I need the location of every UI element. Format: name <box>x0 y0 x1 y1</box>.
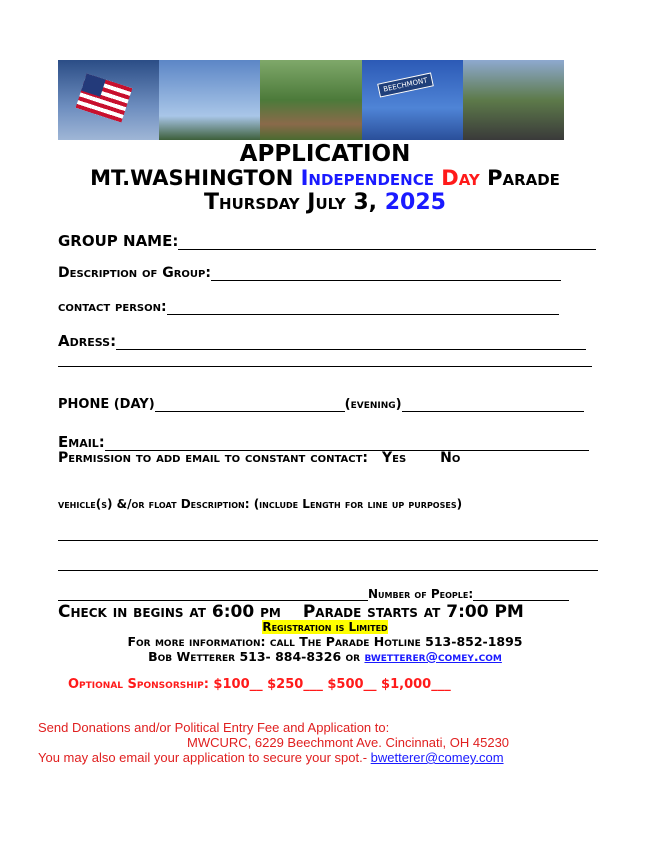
building-photo <box>260 60 361 140</box>
footer-address: MWCURC, 6229 Beechmont Ave. Cincinnati, OH 45230 <box>187 735 509 750</box>
street-sign-photo <box>362 60 463 140</box>
date-text: Thursday July 3, <box>204 190 377 215</box>
times-row <box>58 602 524 622</box>
group-name-field[interactable] <box>58 232 596 250</box>
ceremony-photo <box>463 60 564 140</box>
permission-row <box>58 450 460 466</box>
flag-icon <box>76 73 133 122</box>
title-part: MT.WASHINGTON <box>90 166 293 190</box>
no-option[interactable]: No <box>440 450 460 466</box>
title-part: Parade <box>487 166 560 190</box>
footer-line-3 <box>38 750 504 765</box>
label: Permission to add email to constant contact: <box>58 450 368 466</box>
phone-field[interactable] <box>58 397 584 412</box>
label: Adress: <box>58 332 116 350</box>
event-name <box>0 166 650 190</box>
address-field[interactable] <box>58 332 586 350</box>
yes-option[interactable]: Yes <box>382 450 406 466</box>
vehicle-label: vehicle(s) &/or float Description: (include Length for line up purposes) <box>58 497 462 511</box>
contact-person-field[interactable] <box>58 299 559 315</box>
registration-limited <box>0 620 650 634</box>
vehicle-line-1[interactable] <box>58 540 598 541</box>
sponsorship: Optional Sponsorship: $100__ $250___ $500__ $1,000___ <box>68 677 451 692</box>
footer-line-1: Send Donations and/or Political Entry Fee and Application to: <box>38 720 389 735</box>
title-part: Day <box>441 166 479 190</box>
flag-photo <box>58 60 159 140</box>
title-part: Independence <box>301 166 434 190</box>
label: Description of Group: <box>58 265 211 281</box>
label: Number of People: <box>368 587 473 601</box>
description-field[interactable] <box>58 265 561 281</box>
tower-photo <box>159 60 260 140</box>
street-sign: BEECHMONT <box>377 72 434 97</box>
email-field[interactable] <box>58 433 589 451</box>
email-link[interactable]: bwetterer@comey.com <box>364 649 501 664</box>
contact-info <box>0 649 650 664</box>
address-line-2[interactable] <box>58 366 592 367</box>
label: PHONE (DAY) <box>58 397 155 412</box>
checkin-time: Check in begins at 6:00 pm <box>58 602 281 622</box>
vehicle-line-2[interactable] <box>58 570 598 571</box>
label: Email: <box>58 433 105 451</box>
year: 2025 <box>385 190 446 215</box>
contact-name: Bob Wetterer 513- 884-8326 or <box>148 649 360 664</box>
footer-text: You may also email your application to secure your spot.- <box>38 750 367 765</box>
label: contact person: <box>58 299 167 315</box>
number-of-people-field[interactable] <box>58 587 569 601</box>
page-title: APPLICATION <box>0 141 650 167</box>
highlight: Registration is Limited <box>262 620 387 634</box>
label: (evening) <box>345 397 402 412</box>
more-info: For more information: call The Parade Hotline 513-852-1895 <box>0 634 650 649</box>
header-banner-photos <box>58 60 564 140</box>
parade-start-time: Parade starts at 7:00 PM <box>303 602 524 622</box>
footer-email-link[interactable]: bwetterer@comey.com <box>371 750 504 765</box>
label: GROUP NAME: <box>58 232 178 250</box>
event-date <box>0 190 650 215</box>
